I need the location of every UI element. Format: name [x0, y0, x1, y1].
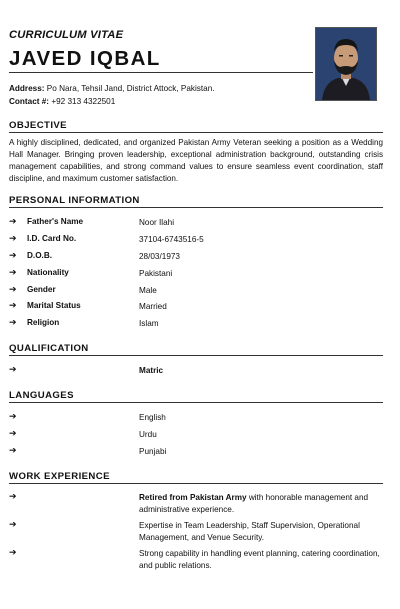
language-row	[9, 429, 383, 441]
work-row	[9, 492, 383, 516]
arrow-right-icon: ➔	[9, 547, 17, 557]
address-line	[9, 84, 215, 93]
work-row	[9, 548, 383, 572]
field-label: I.D. Card No.	[27, 234, 77, 243]
address-value: Po Nara, Tehsil Jand, District Attock, Pakistan.	[46, 84, 215, 93]
field-value: Pakistani	[139, 269, 173, 278]
personal-row	[9, 301, 383, 313]
personal-row	[9, 217, 383, 229]
work-experience-title: WORK EXPERIENCE	[9, 471, 110, 482]
portrait-photo	[316, 28, 376, 100]
arrow-right-icon: ➔	[9, 364, 17, 374]
personal-row	[9, 318, 383, 330]
personal-row	[9, 234, 383, 246]
field-value: Noor Ilahi	[139, 218, 175, 227]
cv-label: CURRICULUM VITAE	[9, 29, 124, 41]
work-item-text	[139, 492, 383, 516]
contact-label: Contact #:	[9, 97, 50, 106]
arrow-right-icon: ➔	[9, 267, 17, 277]
personal-row	[9, 268, 383, 280]
language-row	[9, 412, 383, 424]
work-row	[9, 520, 383, 544]
qualification-row	[9, 365, 383, 377]
arrow-right-icon: ➔	[9, 300, 17, 310]
work-experience-divider	[9, 483, 383, 484]
objective-text: A highly disciplined, dedicated, and organized Pakistan Army Veteran seeking a position as a Wedding Hall Manager. Bringing proven leadership, exceptional administration background, outstanding crisis management capabilities, and strong command values to ensure seamless event coordination, staff discipline, and maximum customer satisfaction.	[9, 138, 383, 184]
language-value: English	[139, 413, 166, 422]
work-item-rest: with honorable management and administrative experience.	[139, 493, 369, 514]
work-item-text: Strong capability in handling event planning, catering coordination, and public relations.	[139, 549, 380, 570]
address-label: Address:	[9, 84, 45, 93]
language-value: Punjabi	[139, 447, 167, 456]
personal-row	[9, 251, 383, 263]
arrow-right-icon: ➔	[9, 250, 17, 260]
arrow-right-icon: ➔	[9, 233, 17, 243]
field-label: Nationality	[27, 268, 69, 277]
field-value: Male	[139, 286, 157, 295]
contact-line	[9, 97, 115, 106]
personal-row	[9, 285, 383, 297]
qualification-title: QUALIFICATION	[9, 343, 89, 354]
qualification-value: Matric	[139, 366, 164, 375]
objective-title: OBJECTIVE	[9, 120, 67, 131]
arrow-right-icon: ➔	[9, 216, 17, 226]
field-value: 28/03/1973	[139, 252, 180, 261]
name-divider	[9, 72, 313, 73]
arrow-right-icon: ➔	[9, 284, 17, 294]
language-row	[9, 446, 383, 458]
arrow-right-icon: ➔	[9, 428, 17, 438]
languages-title: LANGUAGES	[9, 390, 74, 401]
arrow-right-icon: ➔	[9, 491, 17, 501]
field-value: Islam	[139, 319, 159, 328]
personal-info-title: PERSONAL INFORMATION	[9, 195, 140, 206]
arrow-right-icon: ➔	[9, 519, 17, 529]
field-label: Religion	[27, 318, 60, 327]
field-value: Married	[139, 302, 167, 311]
arrow-right-icon: ➔	[9, 445, 17, 455]
work-item-text: Expertise in Team Leadership, Staff Supervision, Operational Management, and Venue Security.	[139, 521, 360, 542]
field-value: 37104-6743516-5	[139, 235, 204, 244]
arrow-right-icon: ➔	[9, 317, 17, 327]
qualification-divider	[9, 355, 383, 356]
contact-value: +92 313 4322501	[51, 97, 116, 106]
candidate-name: JAVED IQBAL	[9, 47, 161, 70]
work-item-bold: Retired from Pakistan Army	[139, 493, 247, 502]
field-label: D.O.B.	[27, 251, 53, 260]
arrow-right-icon: ➔	[9, 411, 17, 421]
field-label: Father's Name	[27, 217, 84, 226]
field-label: Marital Status	[27, 301, 81, 310]
languages-divider	[9, 402, 383, 403]
field-label: Gender	[27, 285, 56, 294]
language-value: Urdu	[139, 430, 157, 439]
personal-info-divider	[9, 207, 383, 208]
objective-divider	[9, 132, 383, 133]
